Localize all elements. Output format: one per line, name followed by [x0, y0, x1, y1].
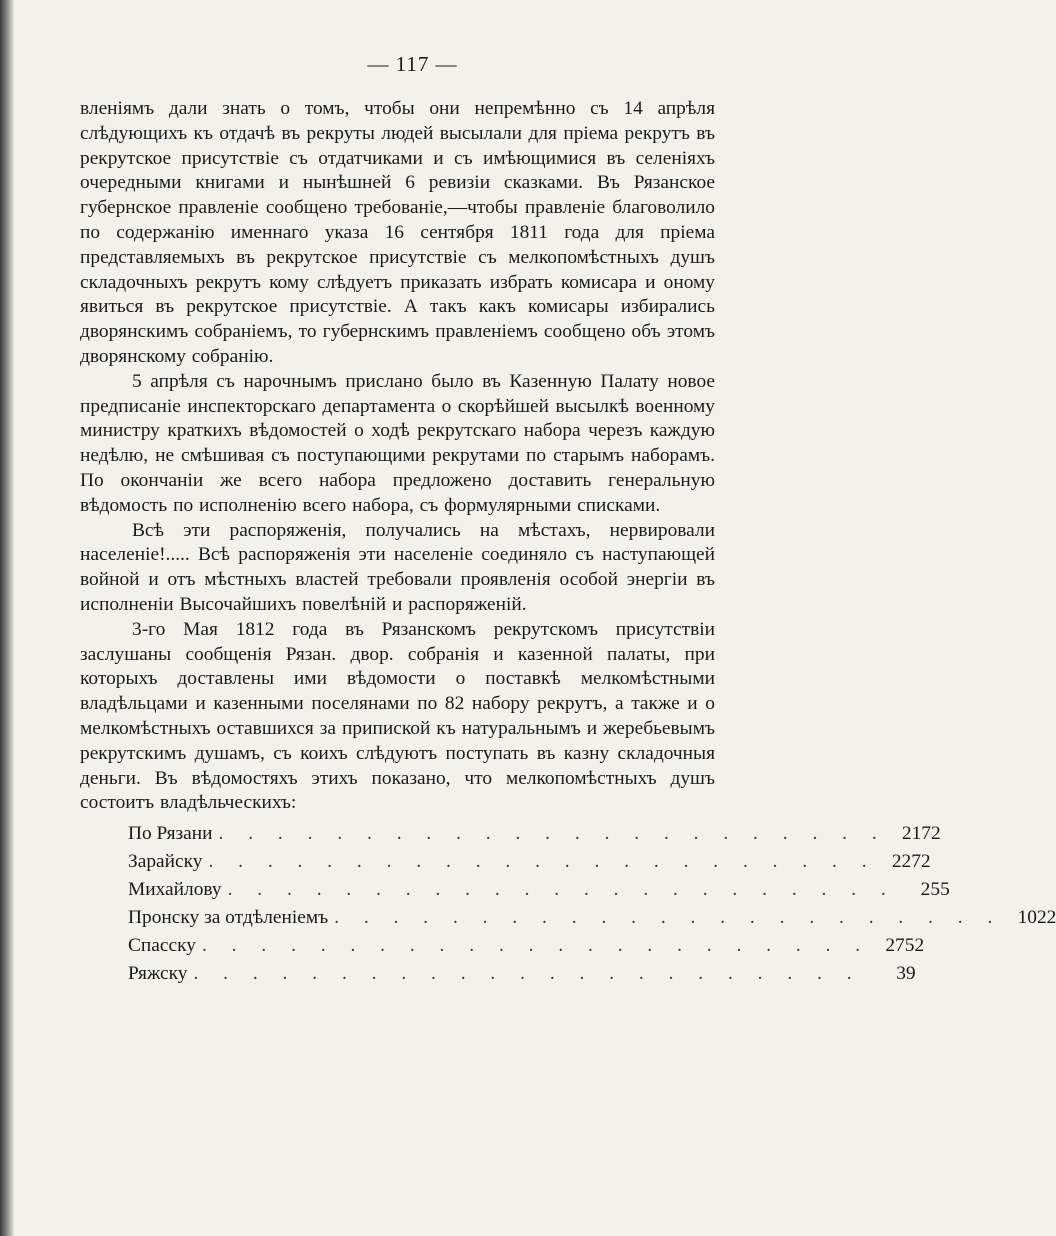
souls-count: 2172 [901, 823, 941, 845]
page [80, 52, 1056, 988]
souls-count: 255 [920, 879, 950, 901]
paragraph: вленіямъ дали знать о томъ, чтобы они непремѣнно съ 14 апрѣля слѣдующихъ къ отдачѣ въ рекруты людей высылали для пріема рекрутъ въ рекрутское присутствіе съ отдатчиками и съ имѣющимися въ селеніяхъ очередными книгами и нынѣшней 6 ревизіи сказками. Въ Рязанское губернское правленіе сообщено требованіе,—чтобы правленіе благоволило по содержанію именнаго указа 16 сентября 1811 года для пріема представляемыхъ въ рекрутское присутствіе съ мелкопомѣстныхъ душъ складочныхъ рекрутъ кому слѣдуетъ приказать избрать комисара и оному явиться въ рекрутское присутствіе. А такъ какъ комисары избирались дворянскимъ собраніемъ, то губернскимъ правленіемъ сообщено объ этомъ дворянскому собранію. [80, 98, 715, 367]
body-text [80, 97, 715, 816]
district-name: Пронску за отдѣленіемъ [128, 907, 329, 929]
table-row [128, 904, 1056, 932]
leader-dots: . . . . . . . . . . . . . . . . . . . . . . . [218, 823, 887, 845]
leader-dots: . . . . . . . . . . . . . . . . . . . . . . . [208, 851, 877, 873]
book-spine-shadow [0, 0, 14, 1236]
district-table [128, 820, 1056, 988]
table-row [128, 932, 925, 960]
table-row [128, 876, 950, 904]
page-number: — 117 — [367, 52, 458, 76]
table-row [128, 960, 916, 988]
district-name: Михайлову [128, 879, 222, 901]
paragraph: 5 апрѣля съ нарочнымъ прислано было въ Казенную Палату новое предписаніе инспекторскаго департамента о скорѣйшей высылкѣ военному министру краткихъ вѣдомостей о ходѣ рекрутскаго набора черезъ каждую недѣлю, не смѣшивая съ поступающими рекрутами по старымъ наборамъ. По окончаніи же всего набора предложено доставить генеральную вѣдомость по исполненію всего набора, съ формулярными списками. [80, 370, 715, 516]
district-name: Зарайску [128, 851, 203, 873]
district-name: Ряжску [128, 963, 188, 985]
district-name: Спасску [128, 935, 196, 957]
souls-count: 2752 [885, 935, 925, 957]
leader-dots: . . . . . . . . . . . . . . . . . . . . . . . [193, 963, 862, 985]
paragraph: 3-го Мая 1812 года въ Рязанскомъ рекрутскомъ присутствіи заслушаны сообщенія Рязан. двор. собранія и казенной палаты, при которыхъ доставлены ими вѣдомости о поставкѣ мелкомѣстными владѣльцами и казенными поселянами по 82 набору рекрутъ, а также и о мелкомѣстныхъ оставшихся за припиской къ натуральнымъ и жеребьевымъ рекрутскимъ душамъ, съ коихъ слѣдуютъ поступать въ казну складочныя деньги. Въ вѣдомостяхъ этихъ показано, что мелкопомѣстныхъ душъ состоитъ владѣльческихъ: [80, 618, 715, 814]
district-name: По Рязани [128, 823, 213, 845]
leader-dots: . . . . . . . . . . . . . . . . . . . . . . . [201, 935, 871, 957]
souls-count: 39 [896, 963, 916, 985]
leader-dots: . . . . . . . . . . . . . . . . . . . . . . . [334, 907, 1003, 929]
souls-count: 1022 [1017, 907, 1056, 929]
leader-dots: . . . . . . . . . . . . . . . . . . . . . . . [227, 879, 896, 901]
souls-count: 2272 [891, 851, 931, 873]
table-row [128, 820, 941, 848]
paragraph: Всѣ эти распоряженія, получались на мѣстахъ, нервировали населеніе!..... Всѣ распоряженія эти населеніе соединяло съ наступающей войной и отъ мѣстныхъ властей требовали проявленія особой энергіи въ исполненіи Высочайшихъ повелѣній и распоряженій. [80, 519, 715, 615]
table-row [128, 848, 931, 876]
